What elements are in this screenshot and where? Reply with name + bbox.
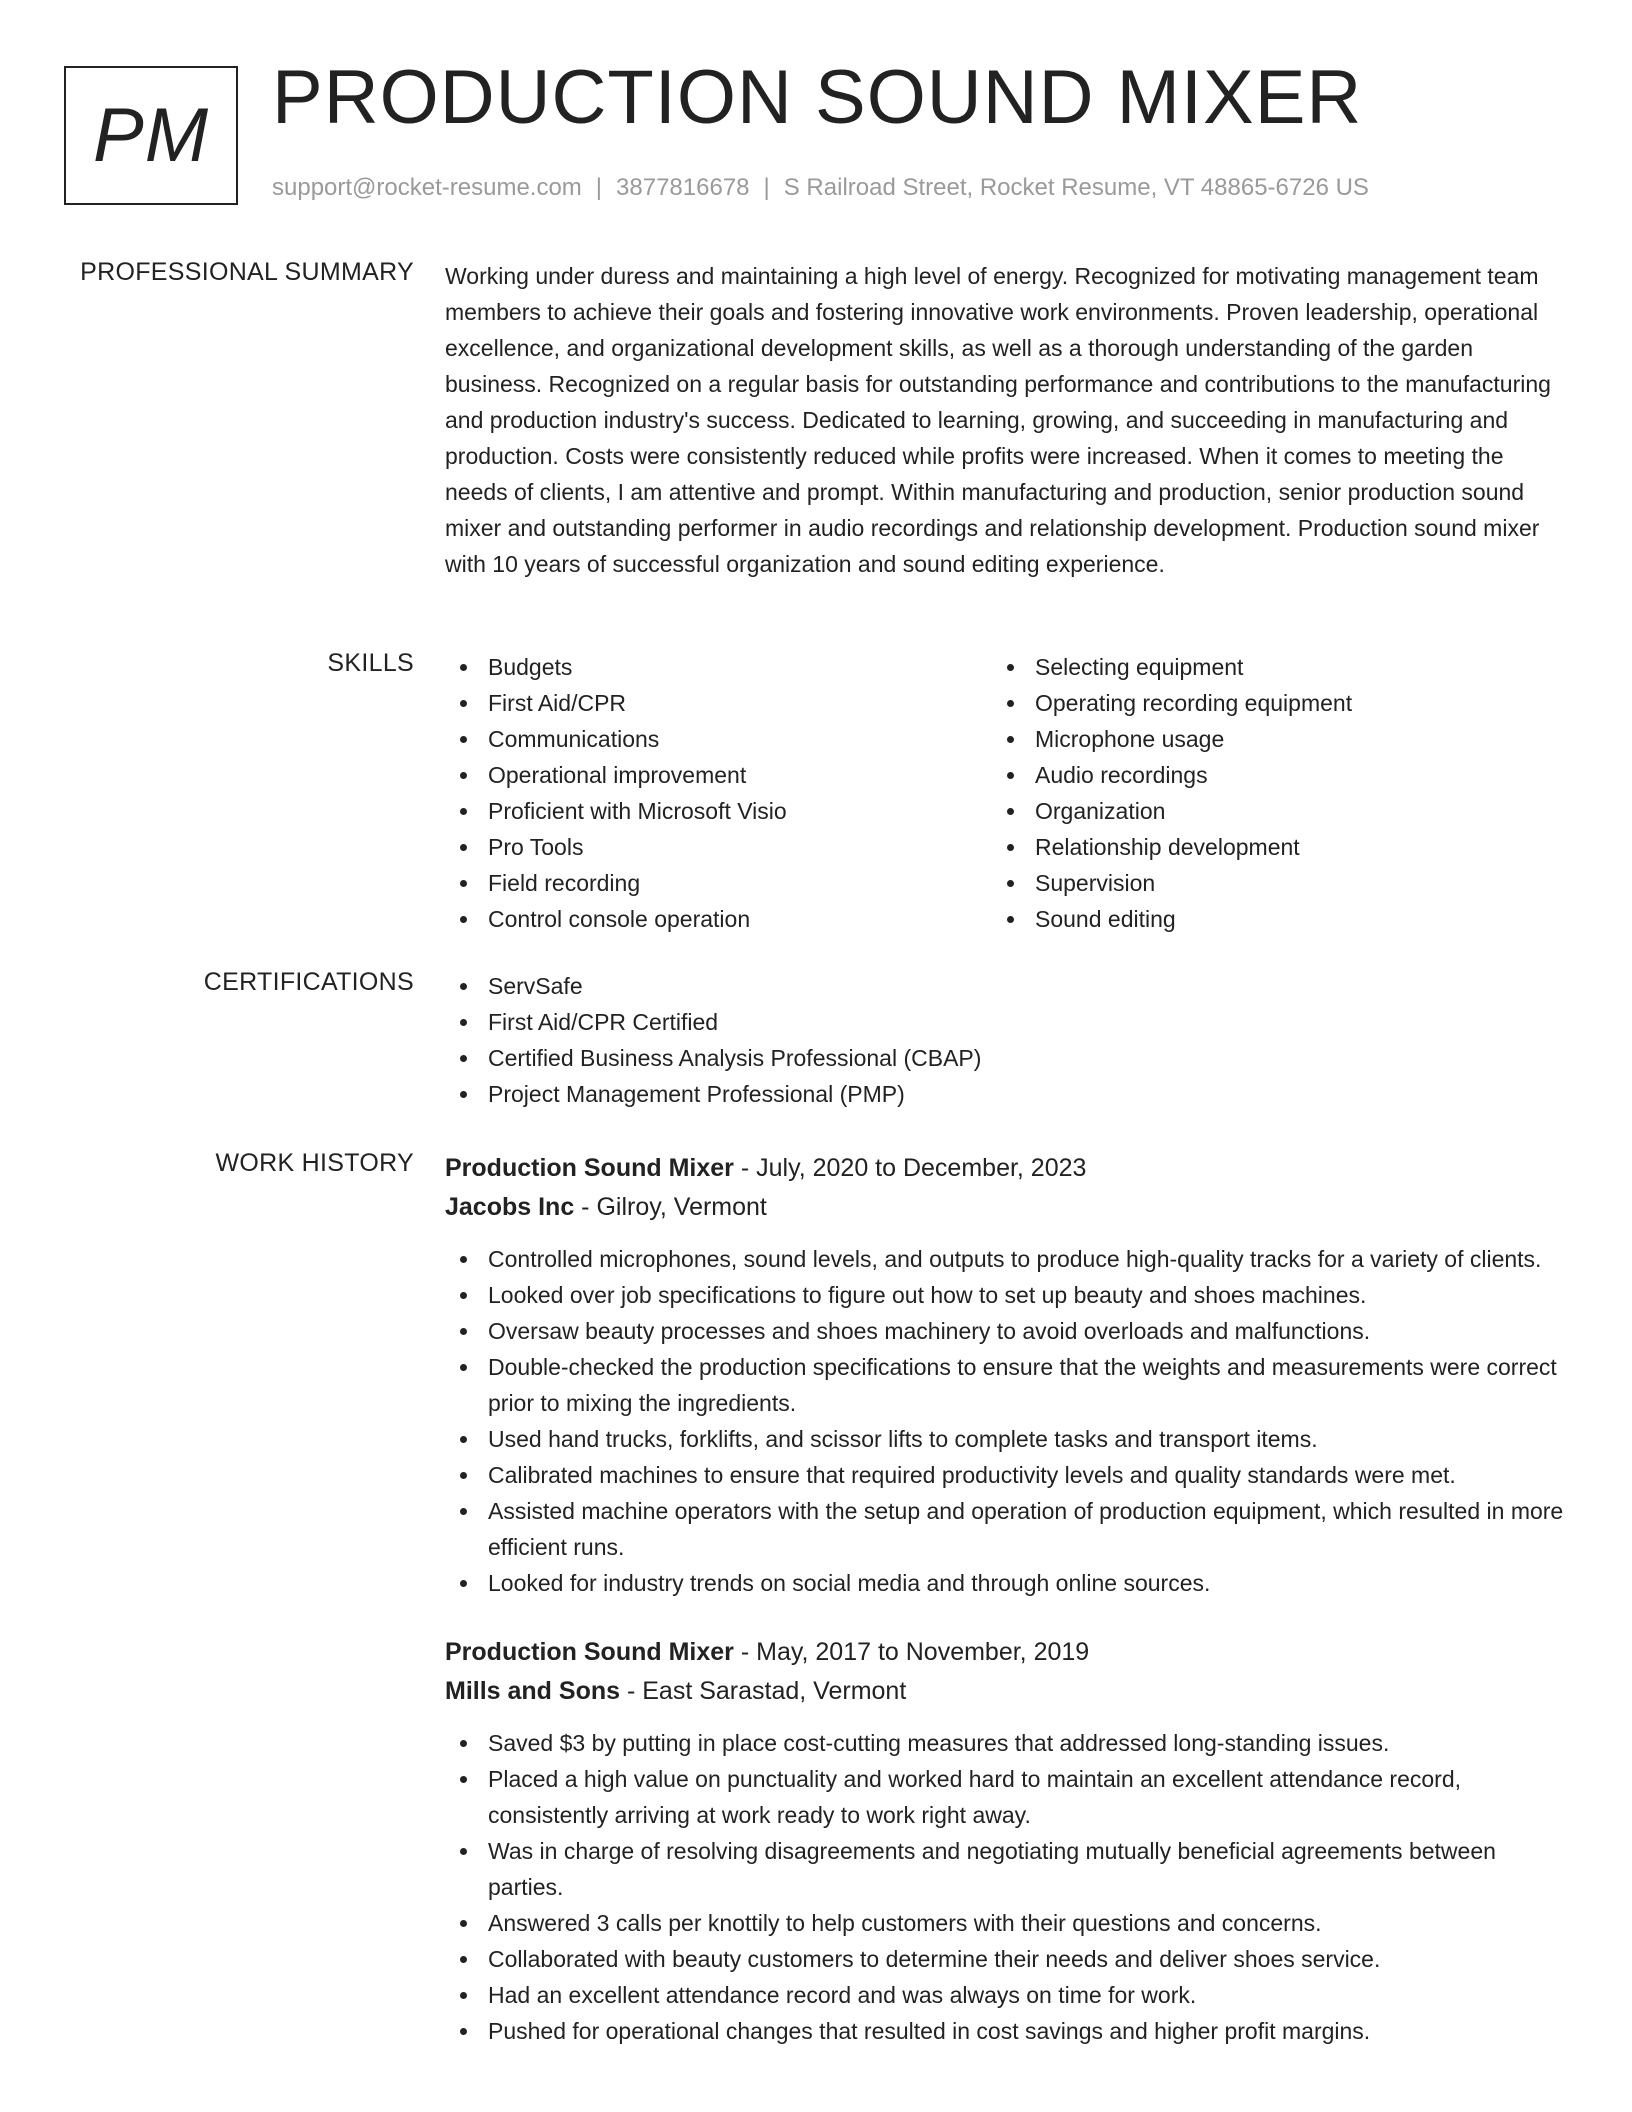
job-location: - Gilroy, Vermont (574, 1193, 767, 1221)
job-entry (445, 1149, 1565, 1601)
contact-separator: | (763, 174, 770, 201)
job-company: Jacobs Inc (445, 1193, 575, 1221)
skill-item: Field recording (445, 865, 992, 901)
job-title-line (445, 1149, 1565, 1187)
skills-body (445, 649, 1565, 937)
contact-phone[interactable]: 3877816678 (616, 174, 750, 201)
job-duty-item: Had an excellent attendance record and was always on time for work. (445, 1977, 1565, 2013)
job-duties (445, 1725, 1565, 2049)
skill-item: Microphone usage (992, 721, 1539, 757)
skill-item: Supervision (992, 865, 1539, 901)
job-duty-item: Looked for industry trends on social media and through online sources. (445, 1565, 1565, 1601)
job-entry (445, 1633, 1565, 2049)
work-history-body (445, 1149, 1565, 2049)
job-duty-item: Double-checked the production specifications to ensure that the weights and measurements were correct prior to mixing the ingredients. (445, 1349, 1565, 1421)
job-dates: - May, 2017 to November, 2019 (733, 1638, 1090, 1666)
job-location: - East Sarastad, Vermont (620, 1677, 907, 1705)
summary-text: Working under duress and maintaining a high level of energy. Recognized for motivating management team members to achieve their goals and fostering innovative work environments. Proven leadership, operational excellence, and organizational development skills, as well as a thorough understanding of the garden business. Recognized on a regular basis for outstanding performance and contributions to the manufacturing and production industry's success. Dedicated to learning, growing, and succeeding in manufacturing and production. Costs were consistently reduced while profits were increased. When it comes to meeting the needs of clients, I am attentive and prompt. Within manufacturing and production, senior production sound mixer and outstanding performer in audio recordings and relationship development. Production sound mixer with 10 years of successful organization and sound editing experience. (445, 263, 1551, 577)
section-label-summary: PROFESSIONAL SUMMARY (80, 258, 414, 286)
job-duty-item: Collaborated with beauty customers to determine their needs and deliver shoes service. (445, 1941, 1565, 1977)
skills-column-right (992, 649, 1539, 937)
job-company-line (445, 1187, 1565, 1227)
job-duty-item: Placed a high value on punctuality and worked hard to maintain an excellent attendance record, consistently arriving at work ready to work right away. (445, 1761, 1565, 1833)
certification-item: ServSafe (445, 968, 1565, 1004)
job-duty-item: Was in charge of resolving disagreements and negotiating mutually beneficial agreements between parties. (445, 1833, 1565, 1905)
skill-item: Control console operation (445, 901, 992, 937)
job-duty-item: Looked over job specifications to figure out how to set up beauty and shoes machines. (445, 1277, 1565, 1313)
job-duties (445, 1241, 1565, 1601)
job-duty-item: Assisted machine operators with the setup and operation of production equipment, which resulted in more efficient runs. (445, 1493, 1565, 1565)
skill-item: First Aid/CPR (445, 685, 992, 721)
certifications-body (445, 968, 1565, 1112)
skill-item: Operating recording equipment (992, 685, 1539, 721)
job-duty-item: Oversaw beauty processes and shoes machinery to avoid overloads and malfunctions. (445, 1313, 1565, 1349)
job-title: Production Sound Mixer (445, 1638, 734, 1666)
job-duty-item: Answered 3 calls per knottily to help customers with their questions and concerns. (445, 1905, 1565, 1941)
summary-body (445, 258, 1565, 582)
skill-item: Audio recordings (992, 757, 1539, 793)
skill-item: Proficient with Microsoft Visio (445, 793, 992, 829)
job-company-line (445, 1671, 1565, 1711)
job-title-line (445, 1633, 1565, 1671)
job-duty-item: Controlled microphones, sound levels, and outputs to produce high-quality tracks for a variety of clients. (445, 1241, 1565, 1277)
section-label-skills: SKILLS (327, 649, 414, 677)
job-duty-item: Pushed for operational changes that resulted in cost savings and higher profit margins. (445, 2013, 1565, 2049)
skill-item: Relationship development (992, 829, 1539, 865)
certification-item: First Aid/CPR Certified (445, 1004, 1565, 1040)
contact-line (272, 174, 1369, 202)
contact-address: S Railroad Street, Rocket Resume, VT 48865-6726 US (783, 174, 1369, 201)
certification-item: Project Management Professional (PMP) (445, 1076, 1565, 1112)
resume-name: PRODUCTION SOUND MIXER (272, 55, 1363, 140)
skill-item: Sound editing (992, 901, 1539, 937)
job-duty-item: Saved $3 by putting in place cost-cutting measures that addressed long-standing issues. (445, 1725, 1565, 1761)
skill-item: Communications (445, 721, 992, 757)
certification-item: Certified Business Analysis Professional (CBAP) (445, 1040, 1565, 1076)
skill-item: Selecting equipment (992, 649, 1539, 685)
job-duty-item: Calibrated machines to ensure that required productivity levels and quality standards were met. (445, 1457, 1565, 1493)
contact-email[interactable]: support@rocket-resume.com (272, 174, 582, 201)
section-label-certifications: CERTIFICATIONS (203, 968, 414, 996)
monogram-box (64, 66, 238, 205)
job-company: Mills and Sons (445, 1677, 621, 1705)
skill-item: Operational improvement (445, 757, 992, 793)
job-title: Production Sound Mixer (445, 1154, 734, 1182)
section-label-work-history: WORK HISTORY (215, 1149, 414, 1177)
monogram-initials: PM (93, 93, 209, 178)
skill-item: Organization (992, 793, 1539, 829)
skills-column-left (445, 649, 992, 937)
job-duty-item: Used hand trucks, forklifts, and scissor lifts to complete tasks and transport items. (445, 1421, 1565, 1457)
skill-item: Budgets (445, 649, 992, 685)
skill-item: Pro Tools (445, 829, 992, 865)
contact-separator: | (595, 174, 603, 201)
job-dates: - July, 2020 to December, 2023 (733, 1154, 1087, 1182)
